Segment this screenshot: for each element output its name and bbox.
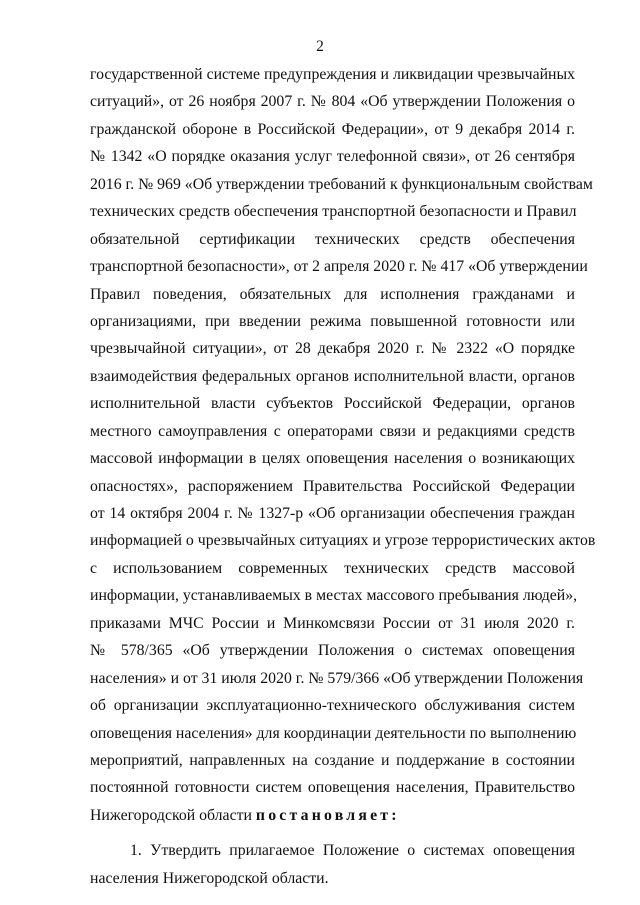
text-line: транспортной безопасности», от 2 апреля 2020 г. № 417 «Об утверждении — [90, 258, 588, 276]
text-line: обязательной сертификации технических средств обеспечения — [90, 230, 575, 248]
text-line: населения» и от 31 июля 2020 г. № 579/366 «Об утверждении Положения — [90, 669, 584, 687]
text-line: ситуаций», от 26 ноября 2007 г. № 804 «Об утверждении Положения о — [90, 93, 575, 111]
text-line: мероприятий, направленных на создание и поддержание в состоянии — [90, 751, 575, 769]
text-line: информацией о чрезвычайных ситуациях и угрозе террористических актов — [90, 532, 596, 550]
text-line: № 578/365 «Об утверждении Положения о системах оповещения — [90, 642, 575, 660]
text-line: исполнительной власти субъектов Российской Федерации, органов — [90, 395, 575, 413]
text-line: технических средств обеспечения транспортной безопасности и Правил — [90, 203, 577, 221]
text-line: 1. Утвердить прилагаемое Положение о системах оповещения — [130, 842, 575, 860]
text-line: опасностях», распоряжением Правительства Российской Федерации — [90, 477, 575, 495]
text-line: массовой информации в целях оповещения населения о возникающих — [90, 450, 575, 468]
text-line: населения Нижегородской области. — [90, 869, 329, 887]
text-line: постоянной готовности систем оповещения населения, Правительство — [90, 779, 575, 797]
text-line: чрезвычайной ситуации», от 28 декабря 2020 г. № 2322 «О порядке — [90, 340, 575, 358]
text-line: об организации эксплуатационно-технического обслуживания систем — [90, 697, 575, 715]
text-line: приказами МЧС России и Минкомсвязи России от 31 июля 2020 г. — [90, 614, 575, 632]
text-line-decree — [90, 802, 575, 829]
page-number: 2 — [316, 38, 324, 55]
text-line: с использованием современных технических средств массовой — [90, 559, 575, 577]
text-line: № 1342 «О порядке оказания услуг телефонной связи», от 26 сентября — [90, 148, 575, 166]
document-body — [90, 61, 596, 892]
text-line: взаимодействия федеральных органов исполнительной власти, органов — [90, 367, 575, 385]
text-line: информации, устанавливаемых в местах массового пребывания людей», — [90, 587, 578, 605]
paragraph-gap — [90, 829, 575, 837]
text-line: от 14 октября 2004 г. № 1327-р «Об организации обеспечения граждан — [90, 505, 575, 522]
paragraph-item-1 — [90, 837, 575, 892]
paragraph-preamble — [90, 61, 596, 829]
text-line: местного самоуправления с операторами связи и редакциями средств — [90, 422, 575, 440]
text-line: Правил поведения, обязательных для исполнения гражданами и — [90, 285, 575, 303]
decree-word: постановляет: — [255, 806, 400, 824]
text-line: организациями, при введении режима повышенной готовности или — [90, 312, 575, 330]
text-line: государственной системе предупреждения и ликвидации чрезвычайных — [90, 66, 575, 83]
decree-lead-text: Нижегородской области — [90, 806, 256, 824]
text-line: гражданской обороне в Российской Федерации», от 9 декабря 2014 г. — [90, 120, 575, 138]
text-line: 2016 г. № 969 «Об утверждении требований к функциональным свойствам — [90, 175, 593, 193]
text-line: оповещения населения» для координации деятельности по выполнению — [90, 724, 577, 742]
